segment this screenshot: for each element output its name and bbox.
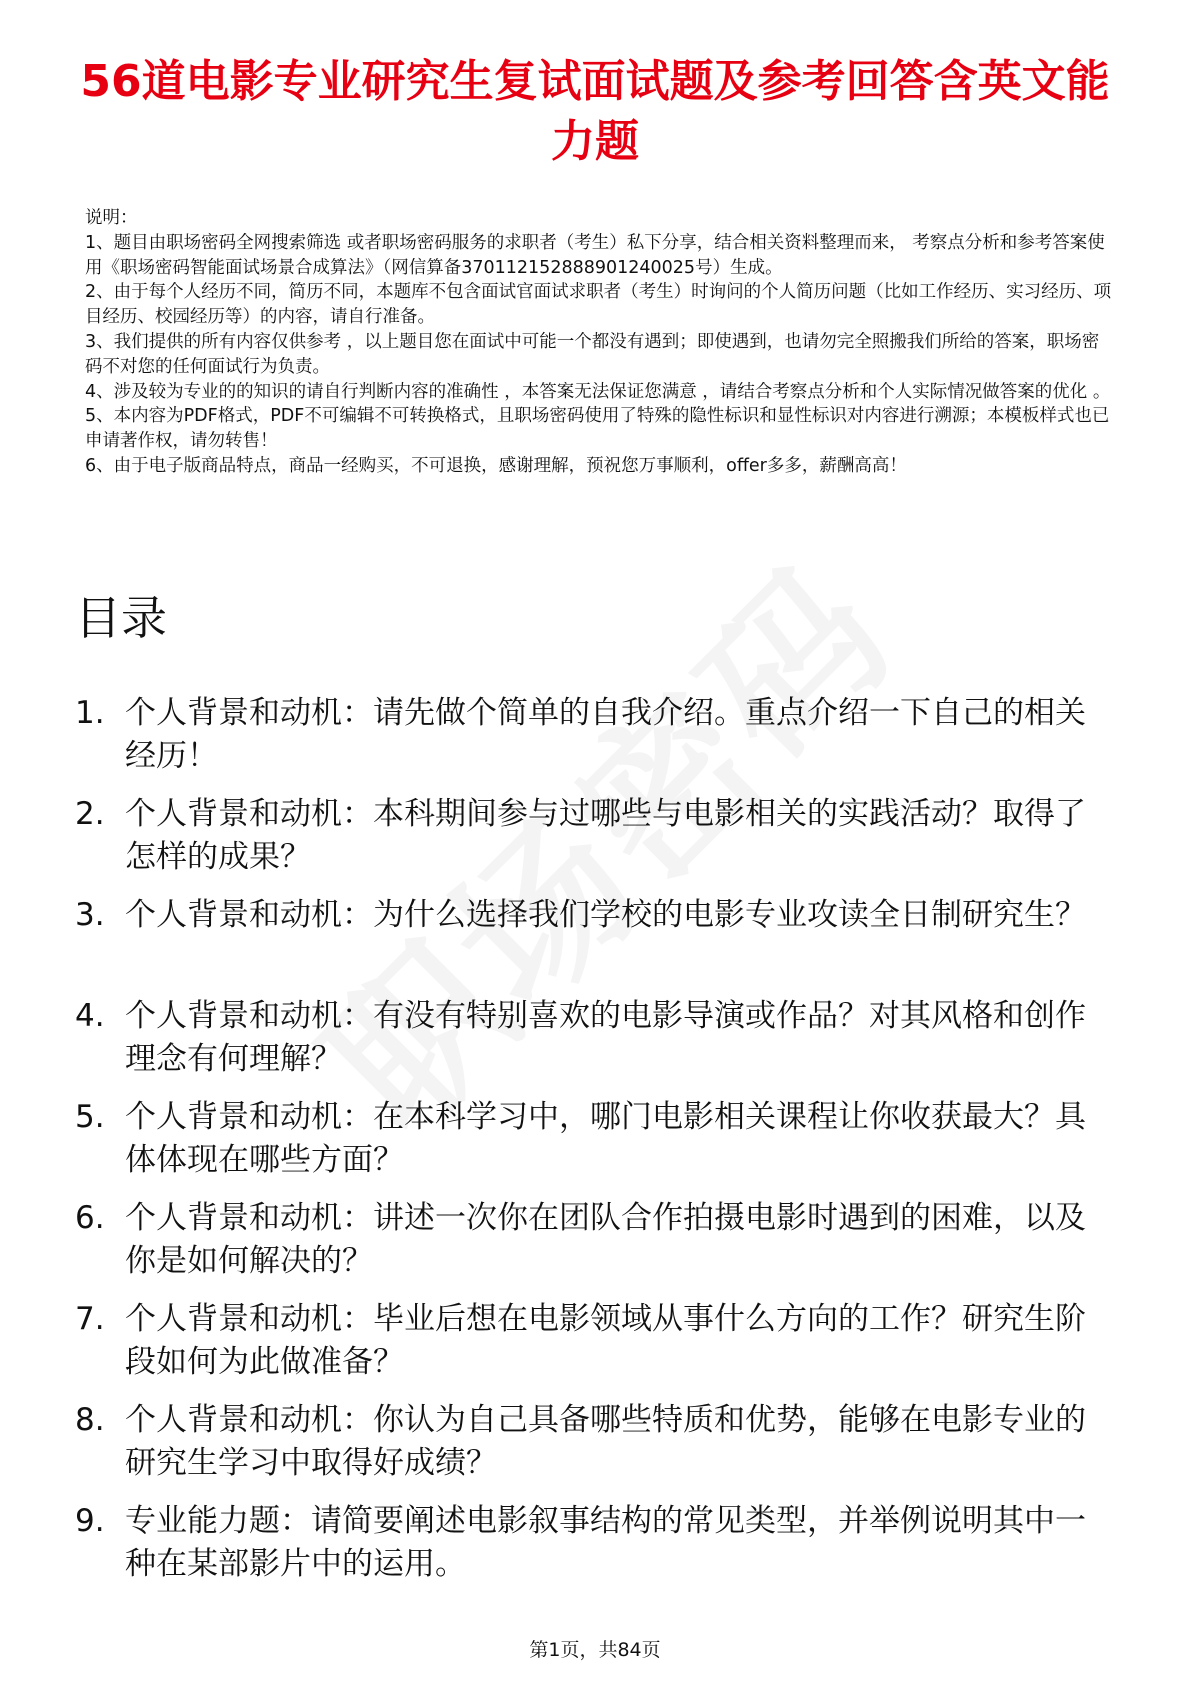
note-item: 6、由于电子版商品特点，商品一经购买，不可退换，感谢理解，预祝您万事顺利，offer多多，薪酬高高！ bbox=[85, 455, 907, 476]
note-item: 5、本内容为PDF格式，PDF不可编辑不可转换格式，且职场密码使用了特殊的隐性标识和显性标识对内容进行溯源；本模板样式也已申请著作权，请勿转售！ bbox=[85, 406, 1110, 452]
toc-item-number: 8. bbox=[75, 1402, 105, 1438]
note-item: 3、我们提供的所有内容仅供参考 ，以上题目您在面试中可能一个都没有遇到；即使遇到，也请勿完全照搬我们所给的答案，职场密码不对您的任何面试行为负责。 bbox=[85, 331, 1100, 377]
toc-item-text: 个人背景和动机：在本科学习中，哪门电影相关课程让你收获最大？具体体现在哪些方面？ bbox=[125, 1099, 1086, 1178]
toc-item[interactable] bbox=[75, 692, 1115, 778]
toc-item-text: 专业能力题：请简要阐述电影叙事结构的常见类型，并举例说明其中一种在某部影片中的运用。 bbox=[125, 1503, 1086, 1582]
toc-item[interactable] bbox=[75, 793, 1115, 879]
toc-item[interactable] bbox=[75, 1500, 1115, 1586]
toc-item-text: 个人背景和动机：有没有特别喜欢的电影导演或作品？对其风格和创作理念有何理解？ bbox=[125, 998, 1086, 1077]
toc-item-number: 7. bbox=[75, 1301, 105, 1337]
toc-item-text: 个人背景和动机：讲述一次你在团队合作拍摄电影时遇到的困难，以及你是如何解决的？ bbox=[125, 1200, 1086, 1279]
toc-item-number: 4. bbox=[75, 998, 105, 1034]
toc-item-text: 个人背景和动机：你认为自己具备哪些特质和优势，能够在电影专业的研究生学习中取得好成绩？ bbox=[125, 1402, 1086, 1481]
notes-section bbox=[85, 206, 1115, 479]
notes-heading: 说明： bbox=[85, 208, 138, 228]
toc-list bbox=[75, 692, 1115, 1601]
toc-item-number: 3. bbox=[75, 897, 105, 933]
toc-item-text: 个人背景和动机：请先做个简单的自我介绍。重点介绍一下自己的相关经历！ bbox=[125, 695, 1086, 774]
toc-item[interactable] bbox=[75, 1197, 1115, 1283]
toc-item-number: 6. bbox=[75, 1200, 105, 1236]
toc-item[interactable] bbox=[75, 995, 1115, 1081]
toc-item[interactable] bbox=[75, 1298, 1115, 1384]
toc-item-number: 2. bbox=[75, 796, 105, 832]
note-item: 2、由于每个人经历不同，简历不同，本题库不包含面试官面试求职者（考生）时询问的个人简历问题（比如工作经历、实习经历、项目经历、校园经历等）的内容，请自行准备。 bbox=[85, 282, 1112, 328]
toc-item[interactable] bbox=[75, 1399, 1115, 1485]
page-footer: 第1页，共84页 bbox=[529, 1639, 661, 1661]
toc-item[interactable] bbox=[75, 894, 1115, 980]
toc-item-number: 5. bbox=[75, 1099, 105, 1135]
document-title: 56道电影专业研究生复试面试题及参考回答含英文能力题 bbox=[80, 56, 1110, 167]
toc-item-text: 个人背景和动机：为什么选择我们学校的电影专业攻读全日制研究生？ bbox=[125, 897, 1086, 933]
toc-item-text: 个人背景和动机：本科期间参与过哪些与电影相关的实践活动？取得了怎样的成果？ bbox=[125, 796, 1086, 875]
note-item: 4、涉及较为专业的的知识的请自行判断内容的准确性 ，本答案无法保证您满意 ，请结合考察点分析和个人实际情况做答案的优化 。 bbox=[85, 381, 1111, 402]
toc-item-text: 个人背景和动机：毕业后想在电影领域从事什么方向的工作？研究生阶段如何为此做准备？ bbox=[125, 1301, 1086, 1380]
toc-item[interactable] bbox=[75, 1096, 1115, 1182]
note-item: 1、题目由职场密码全网搜索筛选 或者职场密码服务的求职者（考生）私下分享，结合相关资料整理而来， 考察点分析和参考答案使用《职场密码智能面试场景合成算法》（网信算备370112152888901240025号）生成。 bbox=[85, 232, 1105, 278]
toc-heading: 目录 bbox=[75, 591, 167, 645]
toc-item-number: 1. bbox=[75, 695, 105, 731]
toc-item-number: 9. bbox=[75, 1503, 105, 1539]
